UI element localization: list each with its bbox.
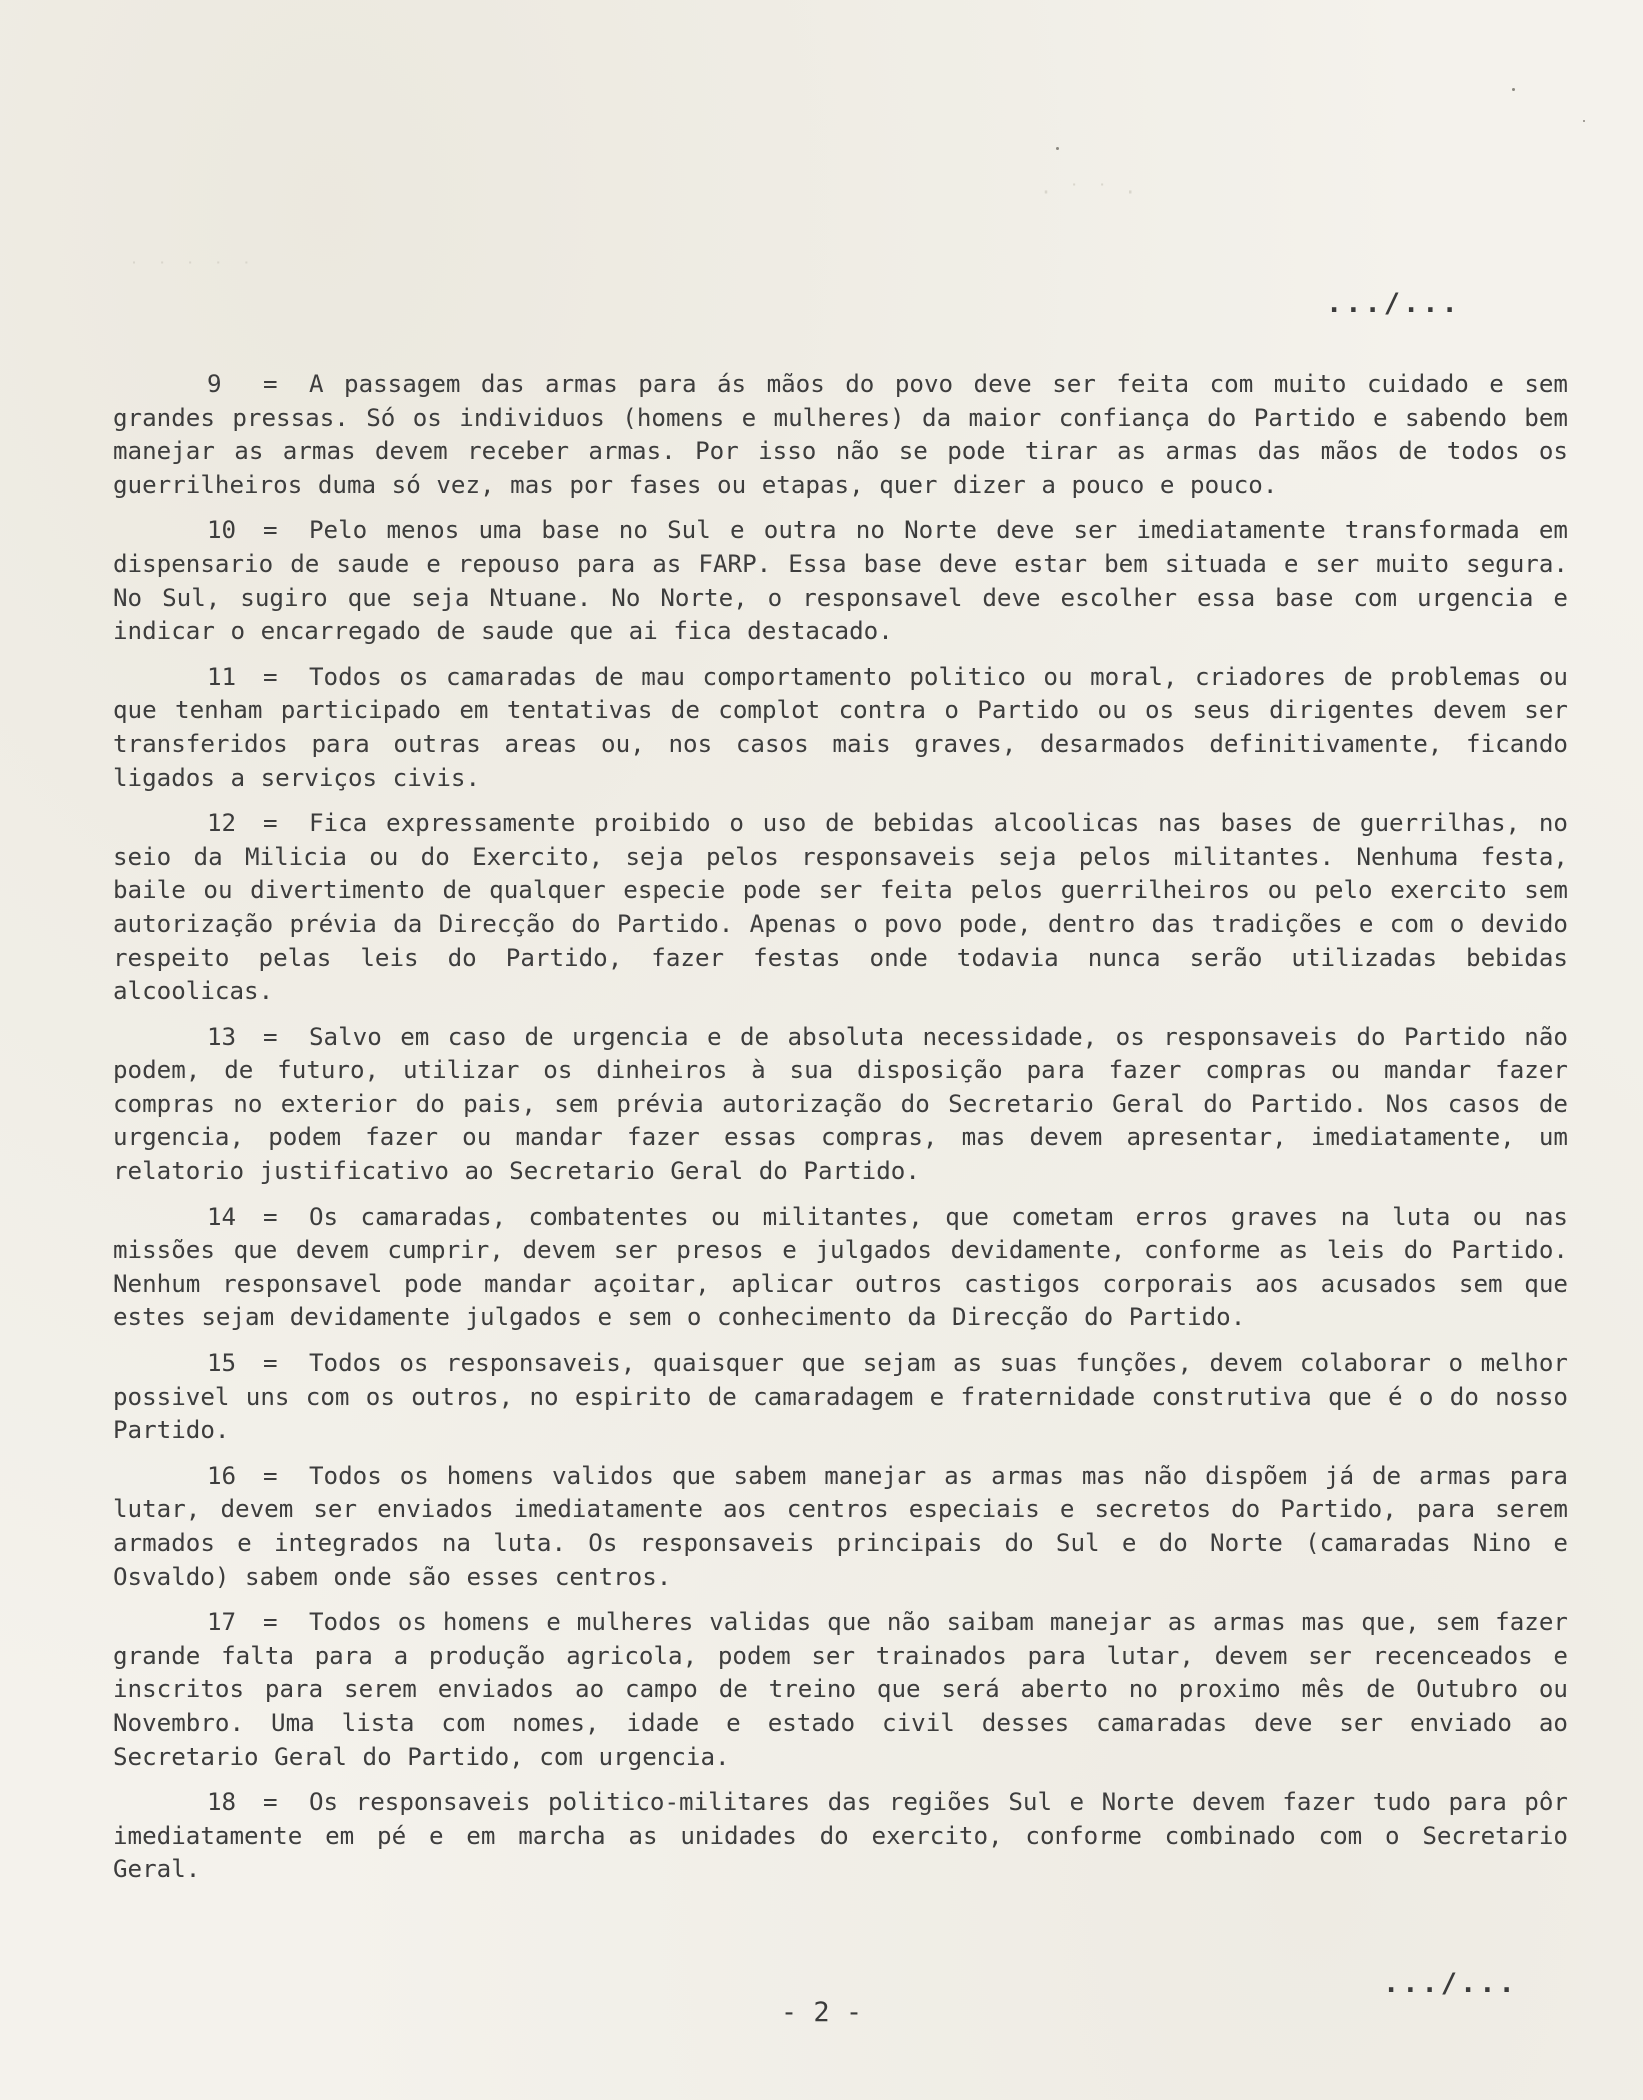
paragraph-text: Os responsaveis politico-militares das regiões Sul e Norte devem fazer tudo para pôr imediatamente em pé e em marcha as unidades do exercito, conforme combinado com o Secretario Geral. xyxy=(113,1788,1568,1884)
paragraph-number: 11 xyxy=(207,662,237,691)
numbered-paragraph xyxy=(113,807,1568,1009)
paragraph-text: Todos os camaradas de mau comportamento politico ou moral, criadores de problemas ou que tenham participado em tentativas de complot contra o Partido ou os seus dirigentes devem ser transferidos para outras areas ou, nos casos mais graves, desarmados definitivamente, ficando ligados a serviços civis. xyxy=(113,662,1568,792)
paragraph-text: Os camaradas, combatentes ou militantes, que cometam erros graves na luta ou nas missões que devem cumprir, devem ser presos e julgados devidamente, conforme as leis do Partido. Nenhum responsavel pode mandar açoitar, aplicar outros castigos corporais aos acusados sem que estes sejam devidamente julgados e sem o conhecimento da Direcção do Partido. xyxy=(113,1202,1568,1332)
paragraph-number: 9 xyxy=(207,370,222,398)
paragraph-number: 14 xyxy=(207,1202,237,1231)
paragraph-number: 18 xyxy=(207,1788,237,1817)
document-body xyxy=(113,368,1568,1899)
paragraph-number: 13 xyxy=(207,1022,237,1051)
numbered-paragraph xyxy=(113,1606,1568,1774)
numbered-paragraph xyxy=(113,1786,1568,1887)
paragraph-separator: = xyxy=(263,662,278,691)
paragraph-separator: = xyxy=(263,1349,278,1378)
ink-speck xyxy=(1056,147,1059,150)
paragraph-separator: = xyxy=(263,1788,278,1817)
paragraph-text: A passagem das armas para ás mãos do povo deve ser feita com muito cuidado e sem grandes pressas. Só os individuos (homens e mulheres) da maior confiança do Partido e sabendo bem manejar as armas devem receber armas. Por isso não se pode tirar as armas das mãos de todos os guerrilheiros duma só vez, mas por fases ou etapas, quer dizer a pouco e pouco. xyxy=(113,370,1568,499)
paragraph-separator: = xyxy=(263,516,278,545)
paragraph-text: Salvo em caso de urgencia e de absoluta necessidade, os responsaveis do Partido não podem, de futuro, utilizar os dinheiros à sua disposição para fazer compras ou mandar fazer compras no exterior do pais, sem prévia autorização do Secretario Geral do Partido. Nos casos de urgencia, podem fazer ou mandar fazer essas compras, mas devem apresentar, imediatamente, um relatorio justificativo ao Secretario Geral do Partido. xyxy=(113,1022,1568,1186)
paragraph-separator: = xyxy=(263,809,278,838)
paragraph-number: 17 xyxy=(207,1608,237,1637)
continuation-mark-bottom: .../... xyxy=(1383,1968,1518,1999)
paragraph-number: 16 xyxy=(207,1461,237,1490)
numbered-paragraph xyxy=(113,1460,1568,1594)
paragraph-text: Fica expressamente proibido o uso de bebidas alcoolicas nas bases de guerrilhas, no seio da Milicia ou do Exercito, seja pelos responsaveis seja pelos militantes. Nenhuma festa, baile ou divertimento de qualquer especie pode ser feita pelos guerrilheiros ou pelo exercito sem autorização prévia da Direcção do Partido. Apenas o povo pode, dentro das tradições e com o devido respeito pelas leis do Partido, fazer festas onde todavia nunca serão utilizadas bebidas alcoolicas. xyxy=(113,809,1568,1006)
paragraph-number: 12 xyxy=(207,809,237,838)
numbered-paragraph xyxy=(113,368,1568,502)
paragraph-text: Todos os responsaveis, quaisquer que sejam as suas funções, devem colaborar o melhor possivel uns com os outros, no espirito de camaradagem e fraternidade construtiva que é o do nosso Partido. xyxy=(113,1349,1568,1445)
paragraph-number: 10 xyxy=(207,516,237,545)
paragraph-text: Todos os homens validos que sabem manejar as armas mas não dispõem já de armas para lutar, devem ser enviados imediatamente aos centros especiais e secretos do Partido, para serem armados e integrados na luta. Os responsaveis principais do Sul e do Norte (camaradas Nino e Osvaldo) sabem onde são esses centros. xyxy=(113,1461,1568,1591)
paragraph-separator: = xyxy=(263,1202,278,1231)
numbered-paragraph xyxy=(113,514,1568,648)
paragraph-separator: = xyxy=(263,370,278,398)
page-number: - 2 - xyxy=(780,1997,863,2028)
continuation-mark-top: .../... xyxy=(1326,288,1461,319)
paragraph-separator: = xyxy=(263,1022,278,1051)
ink-speck xyxy=(1583,120,1585,122)
paragraph-number: 15 xyxy=(207,1349,237,1378)
paragraph-text: Todos os homens e mulheres validas que não saibam manejar as armas mas que, sem fazer grande falta para a produção agricola, podem ser trainados para lutar, devem ser recenceados e inscritos para serem enviados ao campo de treino que será aberto no proximo mês de Outubro ou Novembro. Uma lista com nomes, idade e estado civil desses camaradas deve ser enviado ao Secretario Geral do Partido, com urgencia. xyxy=(113,1608,1568,1771)
paragraph-text: Pelo menos uma base no Sul e outra no Norte deve ser imediatamente transformada em dispensario de saude e repouso para as FARP. Essa base deve estar bem situada e ser muito segura. No Sul, sugiro que seja Ntuane. No Norte, o responsavel deve escolher essa base com urgencia e indicar o encarregado de saude que ai fica destacado. xyxy=(113,516,1568,646)
bleed-through-mark: ˙ ˙ ˙ ˙ ˙ xyxy=(128,258,255,282)
numbered-paragraph xyxy=(113,1347,1568,1448)
bleed-through-mark: · ˙ ˙ · xyxy=(1040,180,1139,204)
numbered-paragraph xyxy=(113,661,1568,795)
numbered-paragraph xyxy=(113,1021,1568,1189)
paragraph-separator: = xyxy=(263,1461,278,1490)
paragraph-separator: = xyxy=(263,1608,278,1637)
numbered-paragraph xyxy=(113,1201,1568,1335)
ink-speck xyxy=(1512,88,1515,91)
